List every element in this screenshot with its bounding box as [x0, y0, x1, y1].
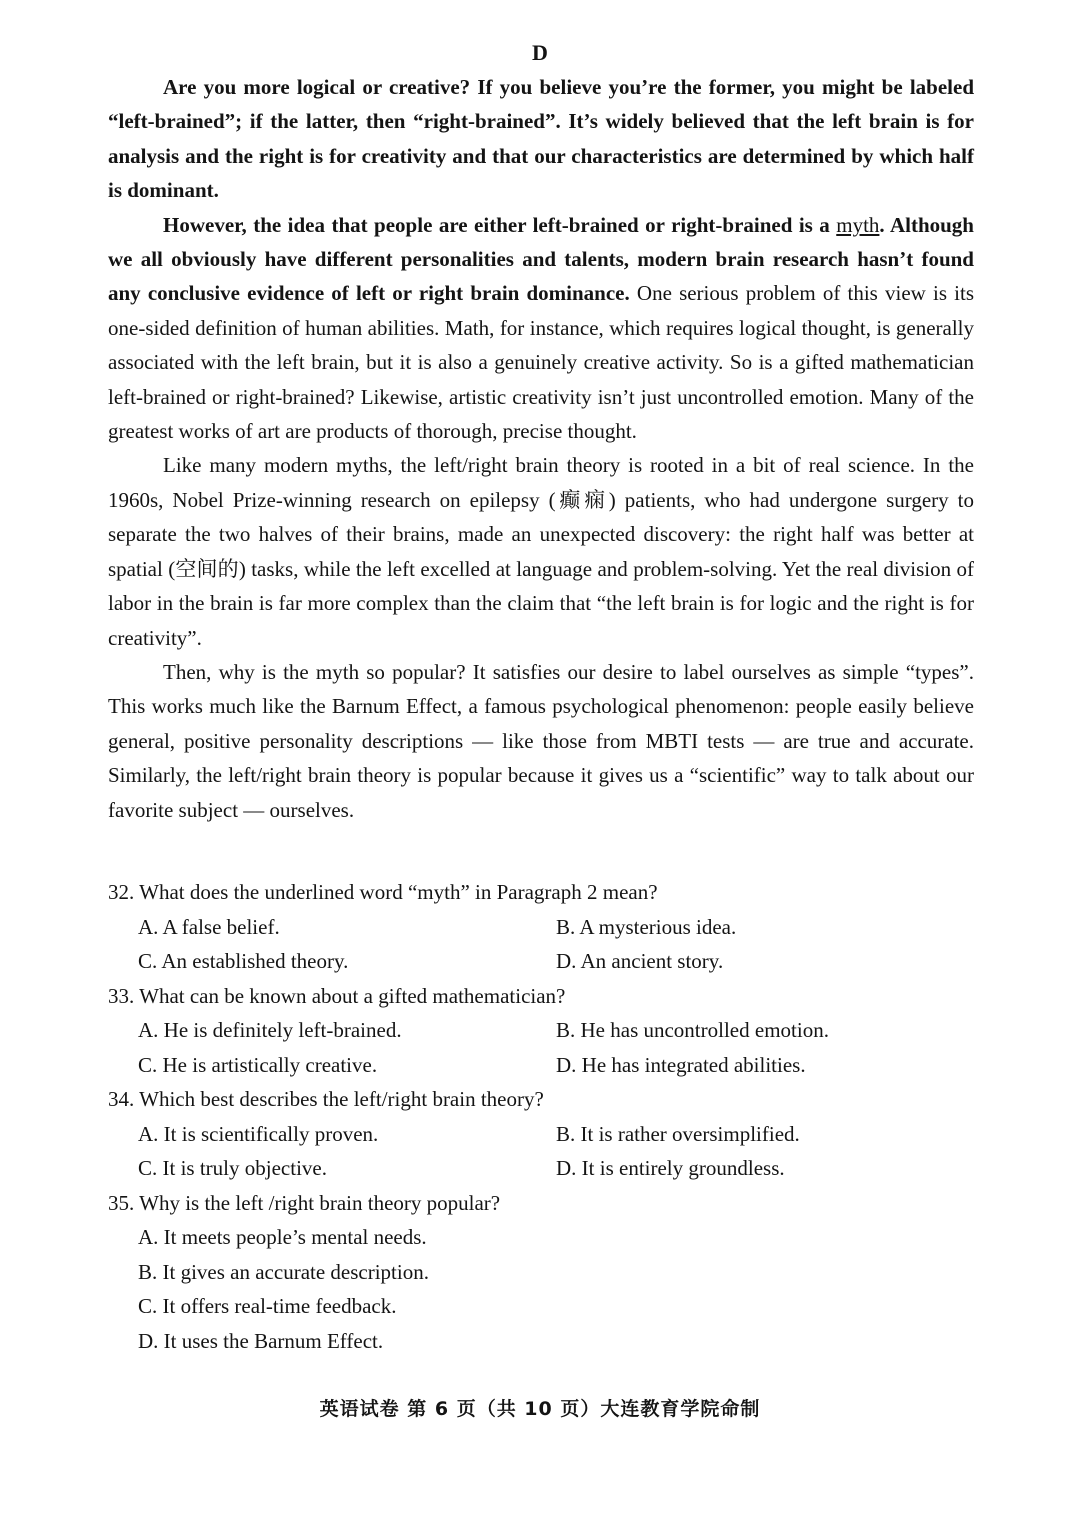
option-c: C. It is truly objective. [138, 1156, 327, 1180]
paragraph-4: Then, why is the myth so popular? It satisfies our desire to label ourselves as simple “types”. This works much like the Barnum Effect, a famous psychological phenomenon: people easily believe general, positive personality descriptions — like those from MBTI tests — are true and accurate. Similarly, the left/right brain theory is popular because it gives us a “scientific” way to talk about our favorite subject — ourselves. [108, 659, 974, 822]
question-34 [108, 1082, 974, 1186]
option-d: D. An ancient story. [556, 949, 724, 973]
question-stem: 33. What can be known about a gifted mathematician? [108, 983, 566, 1008]
answer-options [138, 1220, 974, 1358]
reading-passage [108, 70, 974, 827]
option-a: A. A false belief. [138, 914, 280, 939]
answer-options [138, 910, 974, 979]
option-d: D. He has integrated abilities. [556, 1052, 806, 1077]
option-b: B. It is rather oversimplified. [556, 1121, 800, 1146]
question-35 [108, 1186, 974, 1359]
option-d: D. It is entirely groundless. [556, 1156, 785, 1180]
question-stem: 34. Which best describes the left/right brain theory? [108, 1087, 544, 1111]
option-d: D. It uses the Barnum Effect. [138, 1328, 384, 1353]
option-a: A. He is definitely left-brained. [138, 1018, 402, 1042]
question-33 [108, 979, 974, 1083]
option-c: C. He is artistically creative. [138, 1052, 378, 1077]
option-a: A. It meets people’s mental needs. [138, 1225, 427, 1249]
paragraph-1-text: Are you more logical or creative? If you believe you’re the former, you might be labeled “left-brained”; if the latter, then “right-brained”. It’s widely believed that the left brain is for analysis and the right is for creativity and that our characteristics are determined by which half is dominant. [108, 75, 974, 203]
paragraph-3: Like many modern myths, the left/right brain theory is rooted in a bit of real science. In the 1960s, Nobel Prize-winning research on epilepsy (癫痫) patients, who had undergone surgery to separate the two halves of their brains, made an unexpected discovery: the right half was better at spatial (空间的) tasks, while the left excelled at language and problem-solving. Yet the real division of labor in the brain is far more complex than the claim that “the left brain is for logic and the right is for creativity”. [108, 453, 974, 650]
question-32 [108, 875, 974, 979]
option-b: B. A mysterious idea. [556, 914, 737, 939]
option-b: B. He has uncontrolled emotion. [556, 1018, 829, 1042]
underlined-word-myth: myth [836, 212, 880, 237]
page-footer: 英语试卷 第 6 页（共 10 页）大连教育学院命制 [319, 1398, 761, 1420]
question-stem: 35. Why is the left /right brain theory popular? [108, 1190, 501, 1215]
paragraph-2-lead: However, the idea that people are either left-brained or right-brained is a [163, 212, 837, 237]
paragraph-1 [108, 70, 974, 208]
paragraph-2 [108, 208, 974, 449]
option-a: A. It is scientifically proven. [138, 1121, 379, 1146]
option-b: B. It gives an accurate description. [138, 1259, 429, 1284]
answer-options [138, 1117, 974, 1186]
option-c: C. An established theory. [138, 949, 349, 973]
paragraph-2-rest: One serious problem of this view is its one-sided definition of human abilities. Math, for instance, which requires logical thought, is generally associated with the left brain, but it is also a genuinely creative activity. So is a gifted mathematician left-brained or right-brained? Likewise, artistic creativity isn’t just uncontrolled emotion. Many of the greatest works of art are products of thorough, precise thought. [108, 281, 974, 444]
question-stem: 32. What does the underlined word “myth” in Paragraph 2 mean? [108, 880, 658, 904]
paragraph-2-bold-sentence: . Although we all obviously have different personalities and talents, modern brain research hasn’t found any conclusive evidence of left or right brain dominance. [108, 212, 974, 306]
section-heading: D [532, 40, 548, 65]
option-c: C. It offers real-time feedback. [138, 1294, 397, 1318]
question-list [108, 875, 974, 1358]
answer-options [138, 1013, 974, 1082]
